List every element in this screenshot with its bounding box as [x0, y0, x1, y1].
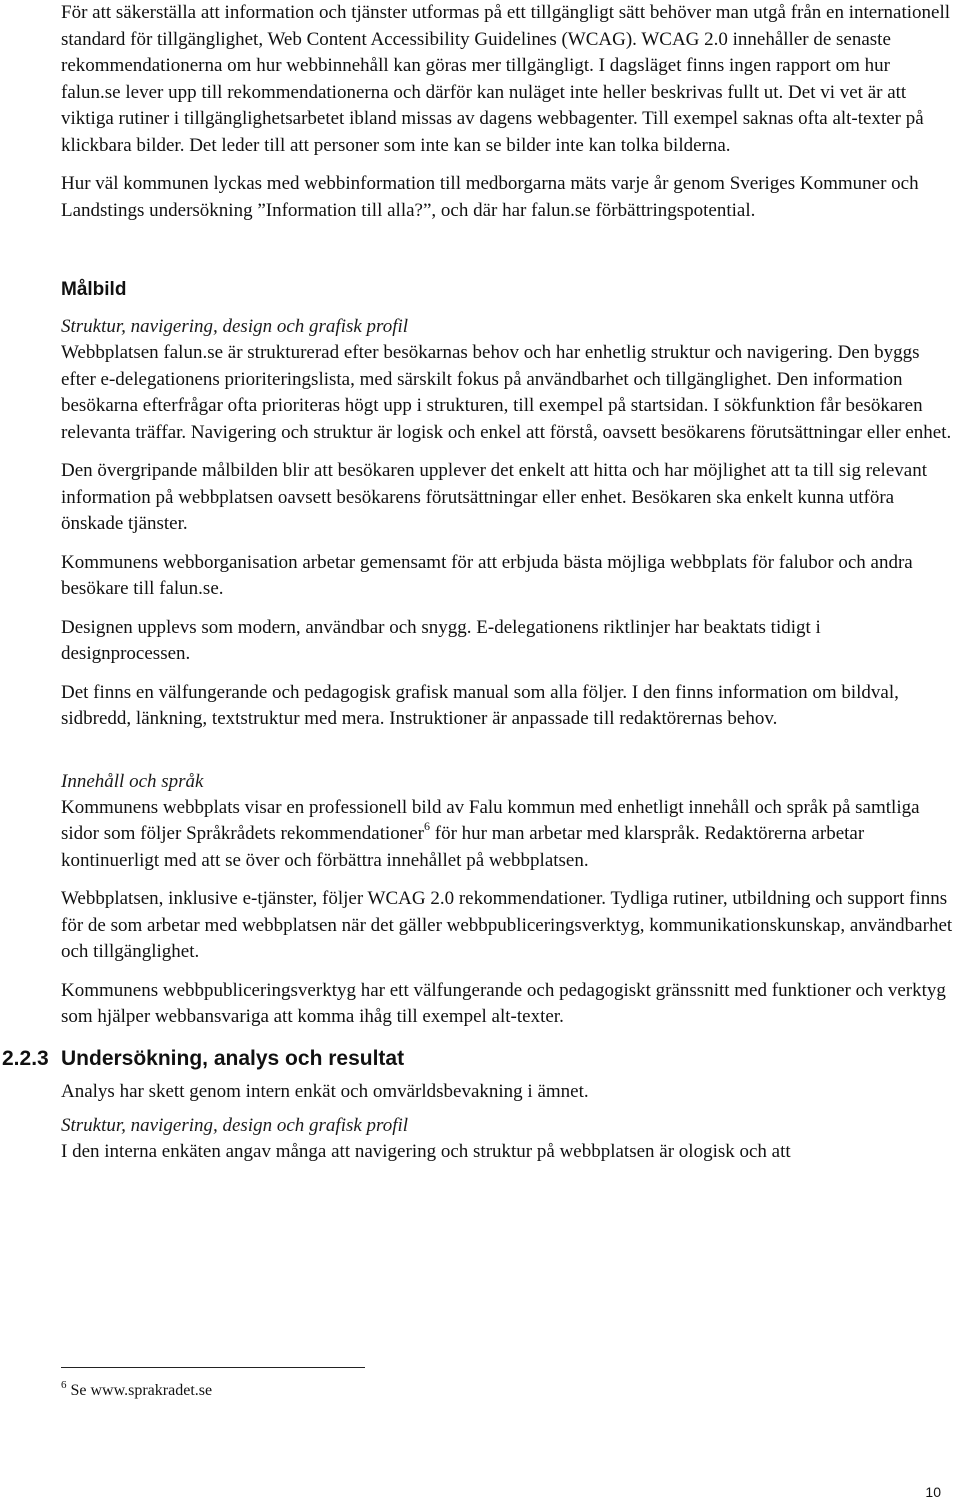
malbild-paragraph-6-text-b: för hur man arbetar med klarspråk. Redaktörerna arbetar kontinuerligt med att se över och förbättra innehållet på webbplatsen. [61, 823, 865, 871]
section-number: 2.2.3 [2, 1046, 49, 1070]
malbild-heading: Målbild [61, 279, 127, 300]
footnote-text: Se www.sprakradet.se [70, 1382, 213, 1399]
footnote [61, 1380, 212, 1402]
malbild-paragraph-3: Kommunens webborganisation arbetar gemensamt för att erbjuda bästa möjliga webbplats för falubor och andra besökare till falun.se. [61, 551, 913, 599]
section-title: Undersökning, analys och resultat [61, 1046, 405, 1070]
malbild-subheading-structure: Struktur, navigering, design och grafisk profil [61, 316, 409, 337]
footnote-reference: 6 [424, 819, 431, 833]
malbild-paragraph-1: Webbplatsen falun.se är strukturerad efter besökarnas behov och har enhetlig struktur och navigering. Den byggs efter e-delegationens prioriteringslista, med särskilt fokus på användbarhet och tillgänglighet. Den information besökarna efterfrågar ofta prioriteras högt upp i strukturen, till exempel på startsidan. I sökfunktion får besökaren relevanta träffar. Navigering och struktur är logisk och enkel att förstå, oavsett besökarens förutsättningar eller enhet. [61, 342, 952, 443]
malbild-subheading-language: Innehåll och språk [61, 770, 204, 792]
malbild-paragraph-8: Kommunens webbpubliceringsverktyg har ett välfungerande och pedagogiskt gränssnitt med funktioner och verktyg som hjälper webbansvariga att komma ihåg till exempel alt-texter. [61, 979, 946, 1027]
malbild-paragraph-6-text-a: Kommunens webbplats visar en professionell bild av Falu kommun med enhetligt innehåll och språk på samtliga sidor som följer Språkrådets rekommendationer [61, 796, 920, 844]
section-paragraph-1: Analys har skett genom intern enkät och omvärldsbevakning i ämnet. [61, 1080, 589, 1102]
malbild-paragraph-6 [61, 795, 954, 875]
document-page [2, 0, 954, 1166]
malbild-paragraph-2: Den övergripande målbilden blir att besökaren upplever det enkelt att hitta och har möjlighet att ta till sig relevant information på webbplatsen oavsett besökarens förutsättningar eller enhet. Besökaren ska enkelt kunna utföra önskade tjänster. [61, 460, 927, 534]
malbild-paragraph-4: Designen upplevs som modern, användbar och snygg. E-delegationens riktlinjer har beaktats tidigt i designprocessen. [61, 616, 821, 664]
intro-paragraph-2: Hur väl kommunen lyckas med webbinformation till medborgarna mäts varje år genom Sveriges Kommuner och Landstings undersökning ”Information till alla?”, och där har falun.se förbättringspotential. [61, 173, 919, 221]
intro-paragraph-1: För att säkerställa att information och tjänster utformas på ett tillgängligt sätt behöver man utgå från en internationell standard för tillgänglighet, Web Content Accessibility Guidelines (WCAG). WCAG 2.0 innehåller de senaste rekommendationerna om hur webbinnehåll kan göras mer tillgängligt. I dagsläget finns ingen rapport om hur falun.se lever upp till rekommendationerna och därför kan nuläget inte heller beskrivas fullt ut. Det vi vet är att viktiga rutiner i tillgänglighetsarbetet ibland missas av dagens webbagenter. Till exempel saknas ofta alt-texter på klickbara bilder. Det leder till att personer som inte kan se bilder inte kan tolka bilderna. [61, 2, 951, 156]
malbild-paragraph-5: Det finns en välfungerande och pedagogisk grafisk manual som alla följer. I den finns information om bildval, sidbredd, länkning, textstruktur med mera. Instruktioner är anpassade till redaktörernas behov. [61, 681, 899, 729]
section-subheading-structure: Struktur, navigering, design och grafisk profil [61, 1115, 409, 1136]
footnote-number: 6 [61, 1379, 67, 1391]
section-heading [2, 1045, 954, 1073]
footnote-divider [61, 1367, 365, 1368]
malbild-paragraph-7: Webbplatsen, inklusive e-tjänster, följer WCAG 2.0 rekommendationer. Tydliga rutiner, utbildning och support finns för de som arbetar med webbplatsen när det gäller webbpubliceringsverktyg, kommunikationskunskap, användbarhet och tillgänglighet. [61, 888, 953, 962]
section-paragraph-2: I den interna enkäten angav många att navigering och struktur på webbplatsen är ologisk och att [61, 1141, 791, 1162]
page-number: 10 [925, 1484, 941, 1500]
